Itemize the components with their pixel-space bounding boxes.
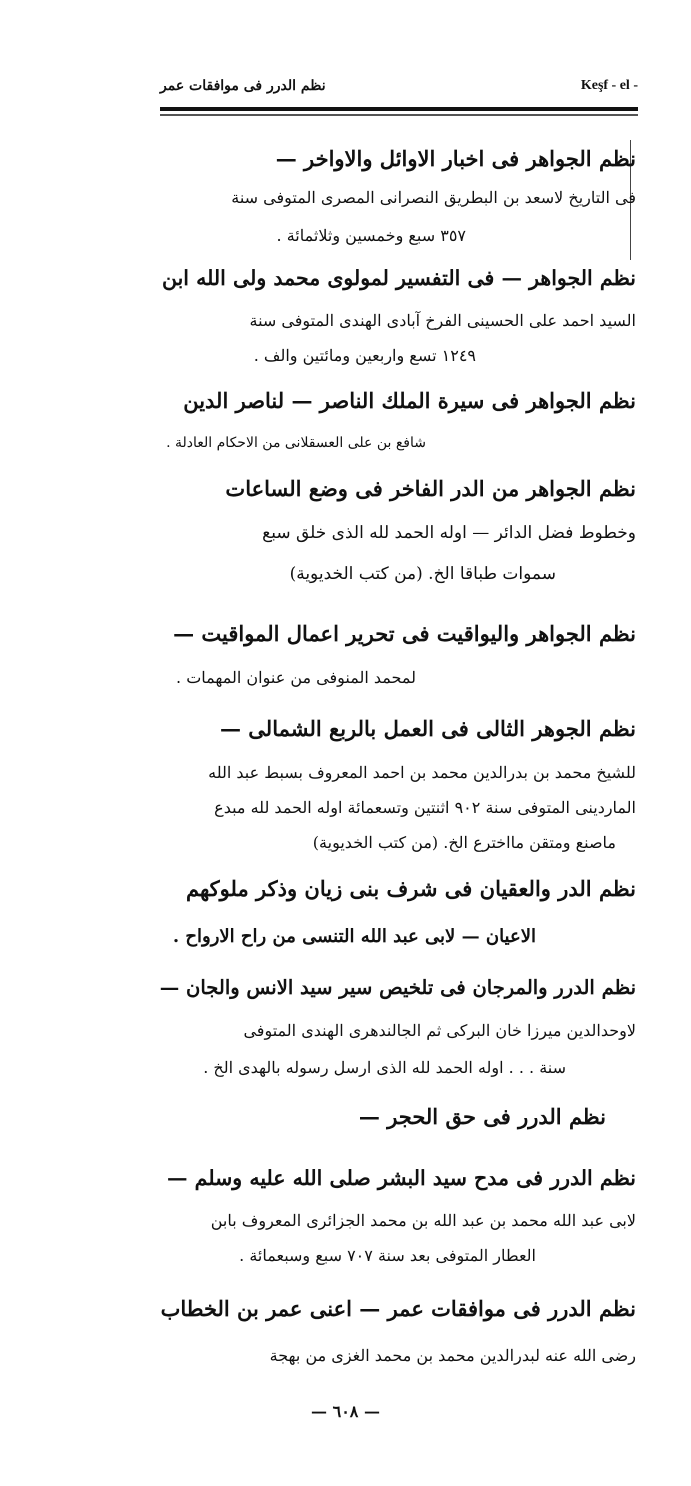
entry-title: نظم الدرر والمرجان فى تلخيص سير سيد الانس والجان — xyxy=(159,976,636,999)
entry-title: نظم الجوهر الثالى فى العمل بالربع الشمالى — xyxy=(219,716,636,741)
entry-text: فى التاريخ لاسعد بن البطريق النصرانى المصرى المتوفى سنة xyxy=(231,188,636,207)
entry-title: نظم الدرر فى موافقات عمر — اعنى عمر بن الخطاب xyxy=(160,1296,636,1321)
entry-title: نظم الجواهر — فى التفسير لمولوى محمد ولى الله ابن xyxy=(161,266,636,290)
entry-title: نظم الدرر فى مدح سيد البشر صلى الله عليه وسلم — xyxy=(167,1166,636,1190)
entry-text: للشيخ محمد بن بدرالدين محمد بن احمد المعروف بسبط عبد الله xyxy=(208,763,636,782)
entry-text: العطار المتوفى بعد سنة ٧٠٧ سبع وسبعمائة . xyxy=(239,1246,536,1265)
page-number: — ٦٠٨ — xyxy=(311,1402,380,1421)
entry-title: نظم الجواهر فى سيرة الملك الناصر — لناصر الدين xyxy=(183,388,636,413)
entry-text: الاعيان — لابى عبد الله التنسى من راح الارواح . xyxy=(172,926,536,947)
entry-text: السيد احمد على الحسينى الفرخ آبادى الهندى المتوفى سنة xyxy=(249,311,636,330)
entry-text: وخطوط فضل الدائر — اوله الحمد لله الذى خلق سبع xyxy=(262,523,636,543)
entry-title: نظم الجواهر من الدر الفاخر فى وضع الساعات xyxy=(225,476,636,501)
entry-text: ١٢٤٩ تسع واربعين ومائتين والف . xyxy=(253,346,476,365)
running-head: Keşf - el - xyxy=(580,78,638,93)
entry-title: نظم الجواهر واليواقيت فى تحرير اعمال المواقيت — xyxy=(173,621,636,646)
entry-text: سنة . . . اوله الحمد لله الذى ارسل رسوله بالهدى الخ . xyxy=(203,1058,566,1077)
page-header xyxy=(160,72,638,102)
entry-text: شافع بن على العسقلانى من الاحكام العادلة . xyxy=(166,435,426,451)
entry-title: نظم الجواهر فى اخبار الاوائل والاواخر — xyxy=(275,146,636,171)
header-rule xyxy=(160,107,638,111)
running-title: نظم الدرر فى موافقات عمر xyxy=(160,78,326,94)
entry-text: ٣٥٧ سبع وخمسين وثلاثمائة . xyxy=(276,226,466,245)
entry-title: نظم الدر والعقيان فى شرف بنى زيان وذكر ملوكهم xyxy=(186,876,636,901)
entry-text: لمحمد المنوفى من عنوان المهمات . xyxy=(176,668,416,687)
entry-text: سموات طباقا الخ. (من كتب الخديوية) xyxy=(289,564,556,584)
entry-text: لابى عبد الله محمد بن عبد الله بن محمد الجزائرى المعروف بابن xyxy=(210,1211,636,1230)
entry-text: رضى الله عنه لبدرالدين محمد بن محمد الغزى من بهجة xyxy=(269,1346,636,1365)
entry-text: ماصنع ومتقن مااخترع الخ. (من كتب الخديوية) xyxy=(312,833,616,852)
entry-text: الماردينى المتوفى سنة ٩٠٢ اثنتين وتسعمائة اوله الحمد لله مبدع xyxy=(214,798,636,817)
entry-text: لاوحدالدين ميرزا خان البركى ثم الجالندهرى الهندى المتوفى xyxy=(243,1021,636,1040)
entry-title: نظم الدرر فى حق الحجر — xyxy=(358,1104,606,1129)
header-rule-thin xyxy=(160,114,638,116)
